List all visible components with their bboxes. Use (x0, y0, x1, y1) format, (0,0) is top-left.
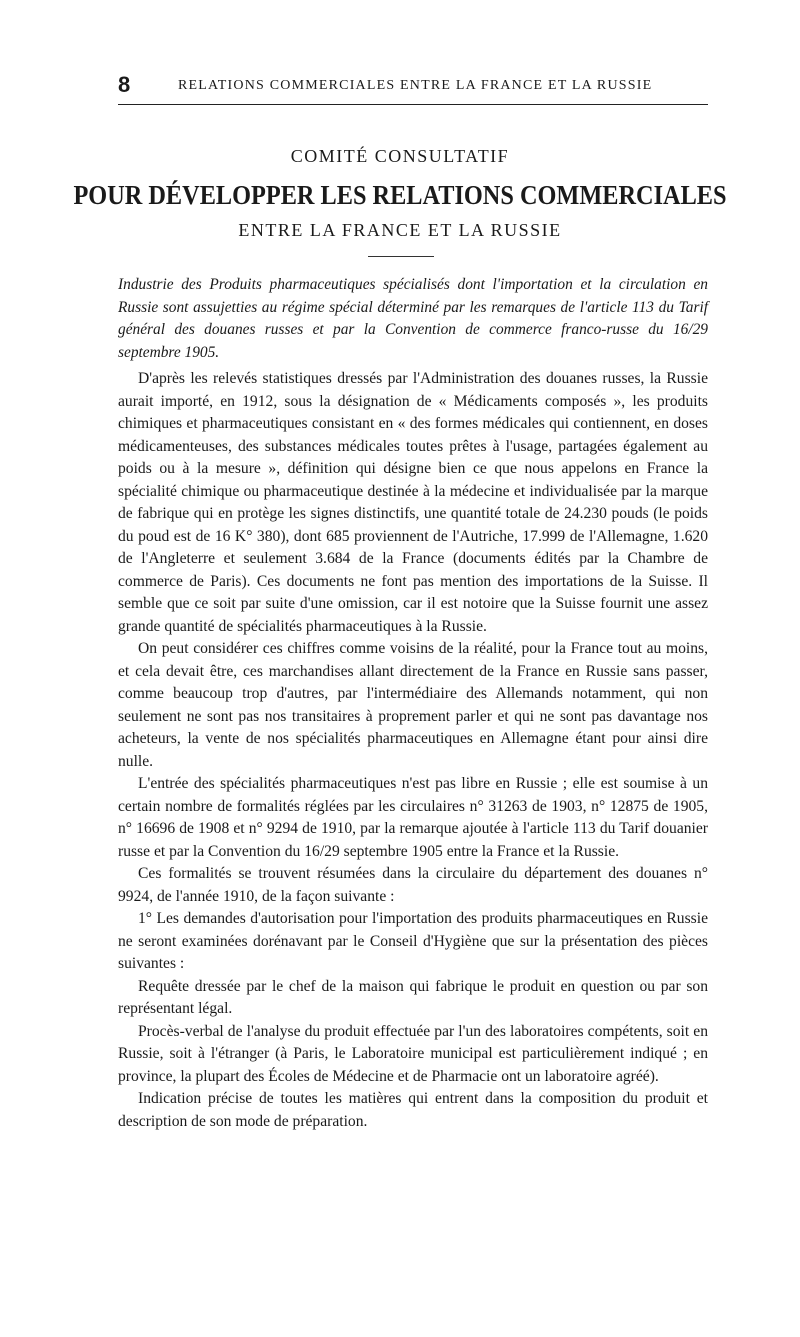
paragraph: L'entrée des spécialités pharmaceutiques n'est pas libre en Russie ; elle est soumise à un certain nombre de formalités réglées par les circulaires n° 31263 de 1903, n° 12875 de 1905, n° 16696 de 1908 et n° 9294 de 1910, par la remarque ajoutée à l'article 113 du Tarif douanier russe et par la Convention du 16/29 septembre 1905 entre la France et la Russie. (118, 775, 708, 860)
running-header (118, 70, 708, 100)
paragraph: D'après les relevés statistiques dressés par l'Administration des douanes russes, la Russie aurait importé, en 1912, sous la désignation de « Médicaments composés », les produits chimiques et pharmaceutiques consistant en « des formes médicales qui contiennent, en doses médicamenteuses, des substances médicales toutes prêtes à l'usage, partagées également au poids ou à la mesure », définition qui désigne bien ce que nous appelons en France la spécialité chimique ou pharmaceutique destinée à la médecine et individualisée par la marque de fabrique qui en protège les signes distinctifs, une quantité totale de 24.230 pouds (le poids du poud est de 16 K° 380), dont 685 proviennent de l'Autriche, 17.999 de l'Allemagne, 1.620 de l'Angleterre et seulement 3.684 de la France (documents édités par la Chambre de commerce de Paris). Ces documents ne font pas mention des importations de la Suisse. Il semble que ce soit par suite d'une omission, car il est notoire que la Suisse fournit une assez grande quantité de spécialités pharmaceutiques à la Russie. (118, 370, 708, 635)
paragraph: Requête dressée par le chef de la maison qui fabrique le produit en question ou par son représentant légal. (118, 977, 708, 1017)
body-text (118, 368, 708, 1133)
section-subject: Industrie des Produits pharmaceutiques spécialisés dont l'importation et la circulation en Russie sont assujetties au régime spécial déterminé par les remarques de l'article 113 du Tarif général des douanes russes et par la Convention de commerce franco-russe du 16/29 septembre 1905. (118, 276, 708, 361)
header-rule (118, 104, 708, 105)
committee-scope: ENTRE LA FRANCE ET LA RUSSIE (238, 220, 562, 240)
paragraph: Indication précise de toutes les matières qui entrent dans la composition du produit et description de son mode de préparation. (118, 1090, 708, 1130)
paragraph: Procès-verbal de l'analyse du produit effectuée par l'un des laboratoires compétents, soit en Russie, soit à l'étranger (à Paris, le Laboratoire municipal est particulièrement indiqué ; en province, la plupart des Écoles de Médecine et de Pharmacie ont un laboratoire agréé). (118, 1022, 708, 1085)
paragraph: 1° Les demandes d'autorisation pour l'importation des produits pharmaceutiques en Russie ne seront examinées dorénavant par le Conseil d'Hygiène que sur la présentation des pièces suivantes : (118, 910, 708, 972)
committee-purpose: POUR DÉVELOPPER LES RELATIONS COMMERCIALES (73, 180, 727, 210)
paragraph: On peut considérer ces chiffres comme voisins de la réalité, pour la France tout au moins, et cela devait être, ces marchandises allant directement de la France en Russie sans passer, comme beaucoup trop d'autres, par l'intermédiaire des Allemands notamment, qui non seulement ne sont pas nos transitaires à proprement parler et qui ne sont pas davantage nos acheteurs, la vente de nos spécialités pharmaceutiques en Allemagne étant pour ainsi dire nulle. (118, 640, 708, 770)
page-number: 8 (118, 72, 131, 97)
paragraph: Ces formalités se trouvent résumées dans la circulaire du département des douanes n° 9924, de l'année 1910, de la façon suivante : (118, 865, 708, 905)
committee-name: COMITÉ CONSULTATIF (290, 146, 510, 166)
title-divider (368, 256, 434, 257)
running-title: RELATIONS COMMERCIALES ENTRE LA FRANCE ET LA RUSSIE (178, 78, 653, 93)
